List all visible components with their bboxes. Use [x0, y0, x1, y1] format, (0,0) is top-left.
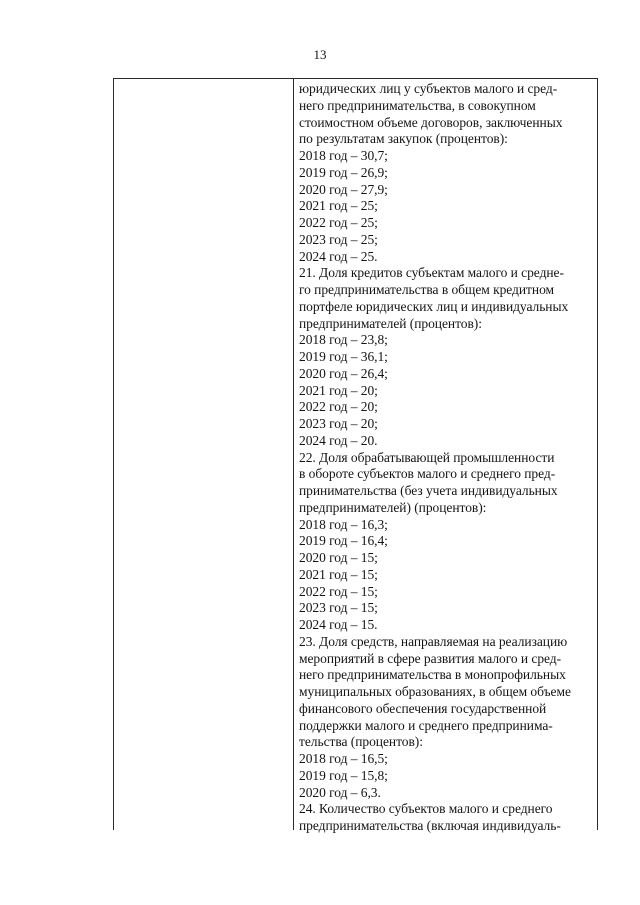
text-line: принимательства (без учета индивидуальных — [299, 483, 558, 498]
text-line: муниципальных образованиях, в общем объеме — [299, 684, 571, 699]
text-line: 2024 год – 20. — [299, 432, 378, 448]
text-line: 2018 год – 16,3; — [299, 516, 388, 532]
text-line: 2020 год – 27,9; — [299, 181, 388, 197]
text-line: предпринимательства (включая индивидуаль- — [299, 818, 561, 833]
text-line: него предпринимательства в монопрофильных — [299, 667, 566, 683]
text-line: 22. Доля обрабатывающей промышленности — [299, 449, 555, 465]
text-line: 2018 год – 30,7; — [299, 148, 388, 163]
text-line: 2024 год – 15. — [299, 617, 378, 632]
text-line: 2019 год – 15,8; — [299, 767, 388, 783]
text-line: тельства (процентов): — [299, 734, 423, 750]
text-line: 2023 год – 15; — [299, 600, 378, 616]
text-line: 2021 год – 20; — [299, 382, 378, 398]
text-line: него предпринимательства, в совокупном — [299, 97, 536, 113]
text-line: 2018 год – 16,5; — [299, 751, 388, 766]
text-line: 2021 год – 25; — [299, 198, 378, 214]
text-line: 2022 год – 15; — [299, 583, 378, 599]
text-line: 2020 год – 15; — [299, 550, 378, 565]
document-table — [113, 78, 598, 833]
text-line: 2020 год – 26,4; — [299, 365, 388, 381]
text-line: 21. Доля кредитов субъектам малого и средне- — [299, 265, 564, 281]
page-number: 13 — [313, 47, 327, 62]
text-line: 2019 год – 16,4; — [299, 533, 388, 549]
text-line: 2023 год – 25; — [299, 231, 378, 247]
text-line: 2021 год – 15; — [299, 566, 378, 582]
text-line: юридических лиц у субъектов малого и сред- — [299, 81, 558, 96]
text-line: в обороте субъектов малого и среднего пред- — [299, 466, 556, 482]
text-line: предпринимателей (процентов): — [299, 315, 482, 331]
text-line: 2020 год – 6,3. — [299, 784, 381, 800]
text-line: 2022 год – 25; — [299, 215, 378, 230]
text-line: поддержки малого и среднего предпринима- — [299, 717, 553, 733]
text-line: портфеле юридических лиц и индивидуальных — [299, 298, 569, 314]
column-divider — [293, 79, 294, 830]
text-line: 23. Доля средств, направляемая на реализацию — [299, 633, 568, 649]
text-line: 2019 год – 26,9; — [299, 164, 388, 180]
text-line: 2019 год – 36,1; — [299, 349, 388, 364]
text-line: по результатам закупок (процентов): — [299, 131, 508, 147]
text-line: финансового обеспечения государственной — [299, 700, 547, 716]
text-line: 2022 год – 20; — [299, 399, 378, 415]
text-line: 2024 год – 25. — [299, 248, 378, 264]
text-line: предпринимателей) (процентов): — [299, 499, 487, 515]
text-line: го предпринимательства в общем кредитном — [299, 282, 555, 297]
text-line: стоимостном объеме договоров, заключенных — [299, 114, 563, 130]
text-line: 2023 год – 20; — [299, 416, 378, 431]
text-line: 2018 год – 23,8; — [299, 332, 388, 348]
text-line: 24. Количество субъектов малого и среднего — [299, 801, 553, 817]
table-cell-text — [299, 81, 595, 835]
text-line: мероприятий в сфере развития малого и сред- — [299, 650, 562, 666]
